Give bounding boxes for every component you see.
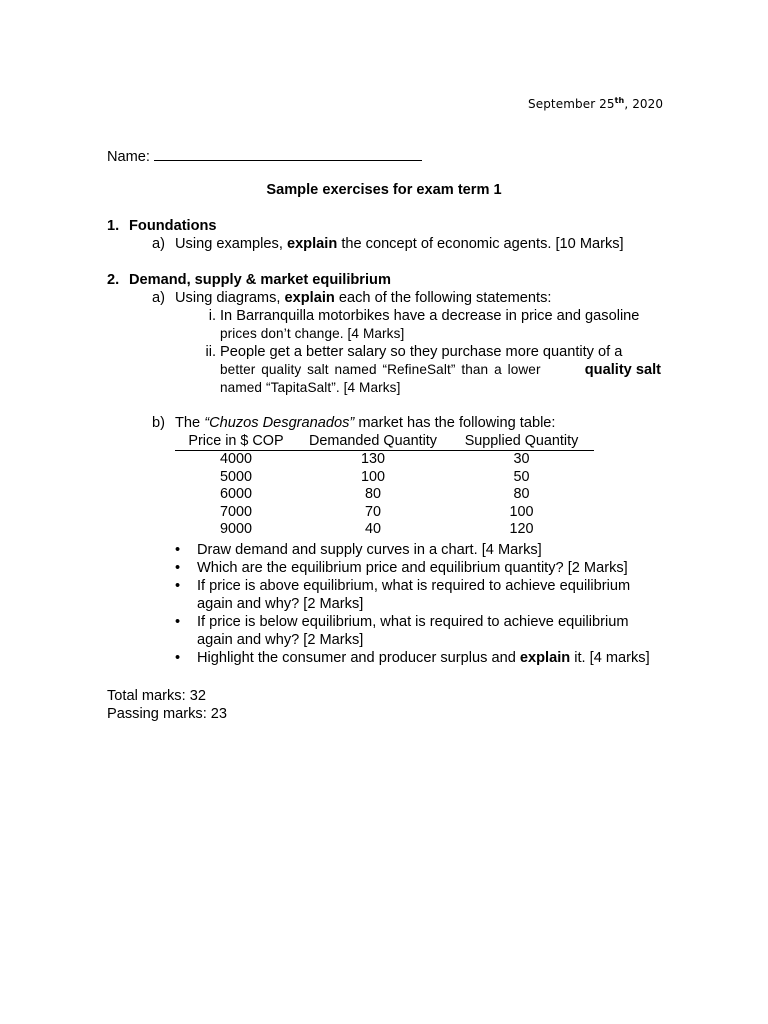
bullet-icon: • xyxy=(175,560,181,576)
header-demanded-quantity: Demanded Quantity xyxy=(297,432,449,451)
market-table xyxy=(175,432,594,539)
supplied-cell: 30 xyxy=(513,451,530,467)
list-item: • Highlight the consumer and producer surplus and explain it. [4 marks] xyxy=(175,650,650,666)
table-row xyxy=(175,504,594,522)
task-list xyxy=(175,541,661,667)
demanded-cell: 40 xyxy=(364,521,381,538)
sub-i-line-1: In Barranquilla motorbikes have a decrease in price and gasoline xyxy=(220,308,640,324)
list-item: • Which are the equilibrium price and equilibrium quantity? [2 Marks] xyxy=(175,560,628,576)
price-cell: 9000 xyxy=(219,521,252,538)
market-table-header-row xyxy=(175,432,594,451)
price-cell: 4000 xyxy=(219,451,252,467)
section-2-a-text: Using diagrams, explain each of the following statements: xyxy=(175,290,552,306)
bullet-icon: • xyxy=(175,578,181,594)
supplied-cell: 120 xyxy=(509,521,534,538)
bullet-icon: • xyxy=(175,614,181,630)
list-item: • If price is above equilibrium, what is required to achieve equilibrium again and why? [2 Marks] xyxy=(175,578,631,612)
header-supplied-quantity: Supplied Quantity xyxy=(449,432,594,451)
bullet-icon: • xyxy=(175,542,181,558)
document-date xyxy=(528,92,663,113)
demanded-cell: 70 xyxy=(364,503,381,520)
price-cell: 5000 xyxy=(219,468,252,485)
name-blank-line[interactable] xyxy=(154,146,422,161)
section-2-number: 2. xyxy=(107,272,120,288)
section-2-b-text: The “Chuzos Desgranados” market has the following table: xyxy=(175,415,556,431)
price-cell: 7000 xyxy=(219,503,252,520)
price-cell: 6000 xyxy=(219,486,252,503)
passing-marks: Passing marks: 23 xyxy=(107,706,228,722)
supplied-cell: 100 xyxy=(509,503,534,520)
supplied-cell: 80 xyxy=(513,486,530,503)
sub-ii-marker: ii. xyxy=(205,344,216,360)
date-text: September 25 xyxy=(528,97,615,111)
section-2-b-marker: b) xyxy=(152,415,165,431)
date-ordinal: th xyxy=(614,96,625,105)
table-row xyxy=(175,521,594,539)
supplied-cell: 50 xyxy=(513,468,530,485)
table-row xyxy=(175,451,594,469)
demanded-cell: 100 xyxy=(360,468,385,485)
sub-ii-line-3: named “TapitaSalt”. [4 Marks] xyxy=(220,380,401,395)
name-label: Name: xyxy=(107,149,150,165)
list-item: • If price is below equilibrium, what is required to achieve equilibrium again and why? [2 Marks] xyxy=(175,614,629,648)
table-row xyxy=(175,486,594,504)
table-row xyxy=(175,469,594,487)
sub-ii-line-2: better quality salt named “RefineSalt” than a lower quality salt xyxy=(220,362,661,378)
section-2-heading: Demand, supply & market equilibrium xyxy=(129,272,391,288)
section-1-a-text: Using examples, explain the concept of economic agents. [10 Marks] xyxy=(175,236,624,252)
sub-i-line-2: prices don’t change. [4 Marks] xyxy=(220,326,405,341)
section-2-a-marker: a) xyxy=(152,290,165,306)
section-1-number: 1. xyxy=(107,218,120,234)
demanded-cell: 80 xyxy=(364,486,381,503)
name-field-row xyxy=(107,146,422,166)
sub-ii-line-1: People get a better salary so they purchase more quantity of a xyxy=(220,344,623,360)
document-title: Sample exercises for exam term 1 xyxy=(266,182,502,198)
bullet-icon: • xyxy=(175,650,181,666)
list-item: • Draw demand and supply curves in a chart. [4 Marks] xyxy=(175,542,542,558)
sub-i-marker: i. xyxy=(208,308,216,324)
section-1-heading: Foundations xyxy=(129,218,217,234)
total-marks: Total marks: 32 xyxy=(107,688,206,704)
header-price: Price in $ COP xyxy=(175,432,297,451)
section-1-a-marker: a) xyxy=(152,236,165,252)
date-year: , 2020 xyxy=(624,97,664,111)
demanded-cell: 130 xyxy=(360,451,385,467)
